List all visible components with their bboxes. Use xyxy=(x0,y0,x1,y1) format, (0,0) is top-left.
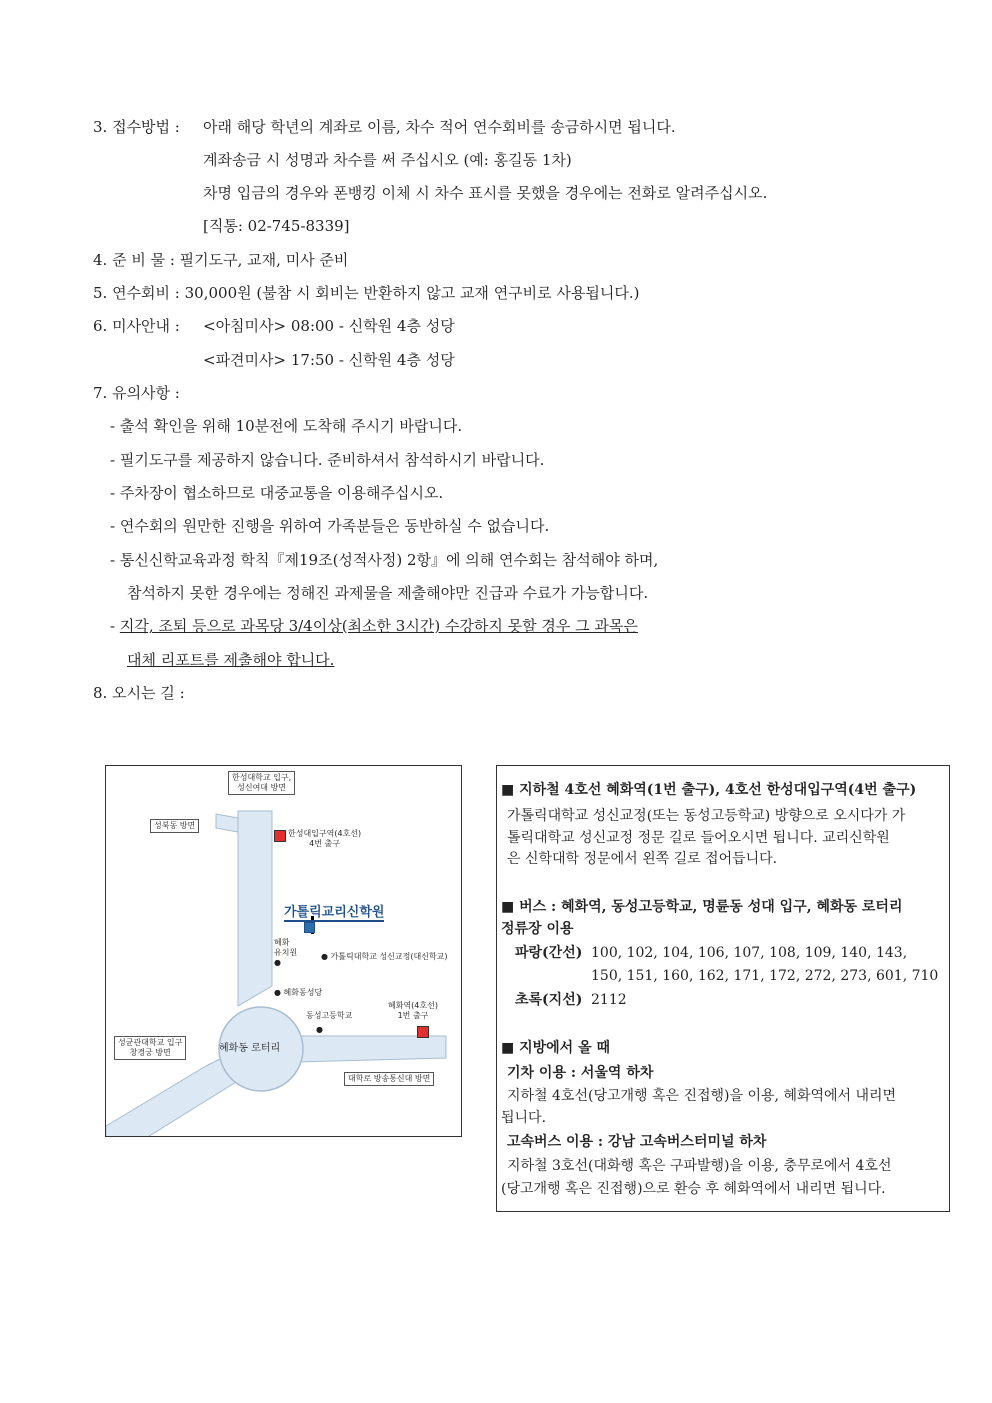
express-text-2: (당고개행 혹은 진접행)으로 환승 후 혜화역에서 내리면 됩니다. xyxy=(501,1181,886,1197)
underlined-note-1: 지각, 조퇴 등으로 과목당 3/4이상(최소한 3시간) 수강하지 못할 경우 그 과목은 xyxy=(119,617,638,635)
bus-header-text: 버스 : 혜화역, 동성고등학교, 명륜동 성대 입구, 혜화동 로터리 xyxy=(519,899,903,915)
main-gate-label: ● 가톨릭대학교 성신교정(대신학교) xyxy=(321,952,448,961)
regional-header-text: 지방에서 올 때 xyxy=(519,1040,611,1056)
section-7-item-1: - 출석 확인을 위해 10분전에 도착해 주시기 바랍니다. xyxy=(110,417,463,435)
main-gate-text: 가톨릭대학교 성신교정(대신학교) xyxy=(330,952,448,961)
train-text-2: 됩니다. xyxy=(501,1110,547,1126)
sungkyunkwan-direction-box xyxy=(114,1036,186,1060)
road-southwest xyxy=(106,1056,236,1137)
subway-header-text: 지하철 4호선 혜화역(1번 출구), 4호선 한성대입구역(4번 출구) xyxy=(519,782,917,798)
road-east xyxy=(296,1036,446,1062)
hyehwa-station-exit: 1번 출구 xyxy=(397,1011,429,1020)
hansung-station-name: 한성대입구역(4호선) xyxy=(288,829,362,838)
section-3-line-3: 차명 입금의 경우와 폰뱅킹 이체 시 차수 표시를 못했을 경우에는 전화로 알려주십시오. xyxy=(203,184,768,202)
church-label: ● 혜화동성당 xyxy=(274,988,323,997)
section-7-item-6 xyxy=(110,616,638,636)
subway-text-3: 은 신학대학 정문에서 왼쪽 길로 접어듭니다. xyxy=(507,851,778,867)
blue-routes-1: 100, 102, 104, 106, 107, 108, 109, 140, 143, xyxy=(591,945,908,961)
kindergarten-dot: ● xyxy=(274,958,281,967)
hyehwa-station-icon xyxy=(417,1026,429,1038)
section-3-label: 3. 접수방법 : xyxy=(93,118,180,136)
road-northwest xyxy=(216,814,238,832)
kindergarten-line-1: 혜화 xyxy=(274,938,290,947)
church-text: 혜화동성당 xyxy=(283,988,323,997)
bus-header-2: 정류장 이용 xyxy=(501,921,574,937)
hansung-station-exit: 4번 출구 xyxy=(309,839,340,848)
hyehwa-station-name: 혜화역(4호선) xyxy=(388,1001,438,1010)
school-building-icon xyxy=(304,922,315,933)
section-7-item-2: - 필기도구를 제공하지 않습니다. 준비하셔서 참석하시기 바랍니다. xyxy=(110,451,545,469)
seongbuk-direction-box: 성북동 방면 xyxy=(150,819,199,833)
hansung-station-label xyxy=(288,829,361,849)
school-title: 가톨릭교리신학원 xyxy=(284,901,384,922)
section-7-item-5: - 통신신학교육과정 학칙『제19조(성적사정) 2항』에 의해 연수회는 참석해야 하며, xyxy=(110,551,659,569)
train-text-1: 지하철 4호선(당고개행 혹은 진접행)을 이용, 혜화역에서 내리면 xyxy=(507,1088,897,1104)
subway-header xyxy=(501,780,916,800)
blue-bus-label: 파랑(간선) xyxy=(515,945,583,961)
section-3-line-4: [직통: 02-745-8339] xyxy=(203,217,350,235)
train-label: 기차 이용 : 서울역 하차 xyxy=(507,1065,654,1081)
bus-header xyxy=(501,897,902,917)
green-routes: 2112 xyxy=(591,992,627,1008)
section-6-line-1: <아침미사> 08:00 - 신학원 4층 성당 xyxy=(203,317,455,335)
left-box-line-1: 성균관대학교 입구 xyxy=(118,1038,183,1047)
regional-header xyxy=(501,1038,610,1058)
section-3-line-2: 계좌송금 시 성명과 차수를 써 주십시오 (예: 홍길동 1차) xyxy=(203,151,572,169)
dash: - xyxy=(110,617,120,635)
section-7-item-5-cont: 참석하지 못한 경우에는 정해진 과제물을 제출해야만 진급과 수료가 가능합니다. xyxy=(127,584,649,602)
top-box-line-1: 한성대학교 입구, xyxy=(232,773,292,782)
rotary-label: 혜화동 로터리 xyxy=(219,1043,281,1054)
subway-text-1: 가톨릭대학교 성신교정(또는 동성고등학교) 방향으로 오시다가 가 xyxy=(507,808,906,824)
directions-map xyxy=(105,765,462,1137)
section-8: 8. 오시는 길 : xyxy=(93,684,185,702)
blue-routes-2: 150, 151, 160, 162, 171, 172, 272, 273, 601, 710 xyxy=(591,968,939,984)
section-7-item-3: - 주차장이 협소하므로 대중교통을 이용해주십시오. xyxy=(110,484,444,502)
high-school-label: 동성고등학교 xyxy=(306,1011,353,1020)
express-text-1: 지하철 3호선(대화행 혹은 구파발행)을 이용, 충무로에서 4호선 xyxy=(507,1158,892,1174)
bullet-icon: ■ xyxy=(501,899,515,915)
directions-info-box xyxy=(496,765,950,1212)
section-4: 4. 준 비 물 : 필기도구, 교재, 미사 준비 xyxy=(93,251,349,269)
high-school-dot: ● xyxy=(316,1025,323,1034)
bullet-icon: ■ xyxy=(501,782,515,798)
section-5: 5. 연수회비 : 30,000원 (불참 시 회비는 반환하지 않고 교재 연구비로 사용됩니다.) xyxy=(93,284,640,302)
section-6-line-2: <파견미사> 17:50 - 신학원 4층 성당 xyxy=(203,351,455,369)
section-7-label: 7. 유의사항 : xyxy=(93,384,180,402)
daehakro-direction-box: 대학로 방송통신대 방면 xyxy=(344,1072,434,1086)
subway-text-2: 톨릭대학교 성신교정 정문 길로 들어오시면 됩니다. 교리신학원 xyxy=(507,830,890,846)
top-direction-box xyxy=(228,771,295,795)
subway-station-icon xyxy=(274,830,286,842)
kindergarten-line-2: 유치원 xyxy=(274,948,298,957)
road-north xyxy=(238,811,272,1006)
section-3-line-1: 아래 해당 학년의 계좌로 이름, 차수 적어 연수회비를 송금하시면 됩니다. xyxy=(203,118,676,136)
kindergarten-label xyxy=(274,938,297,958)
section-6-label: 6. 미사안내 : xyxy=(93,317,180,335)
hyehwa-station-label xyxy=(388,1001,438,1021)
bullet-icon: ■ xyxy=(501,1040,515,1056)
green-bus-label: 초록(지선) xyxy=(515,992,583,1008)
section-7-item-4: - 연수회의 원만한 진행을 위하여 가족분들은 동반하실 수 없습니다. xyxy=(110,517,550,535)
underlined-note-2: 대체 리포트를 제출해야 합니다. xyxy=(127,651,335,669)
top-box-line-2: 성신여대 방면 xyxy=(237,783,287,792)
left-box-line-2: 창경궁 방면 xyxy=(129,1048,171,1057)
express-label: 고속버스 이용 : 강남 고속버스터미널 하차 xyxy=(507,1134,767,1150)
